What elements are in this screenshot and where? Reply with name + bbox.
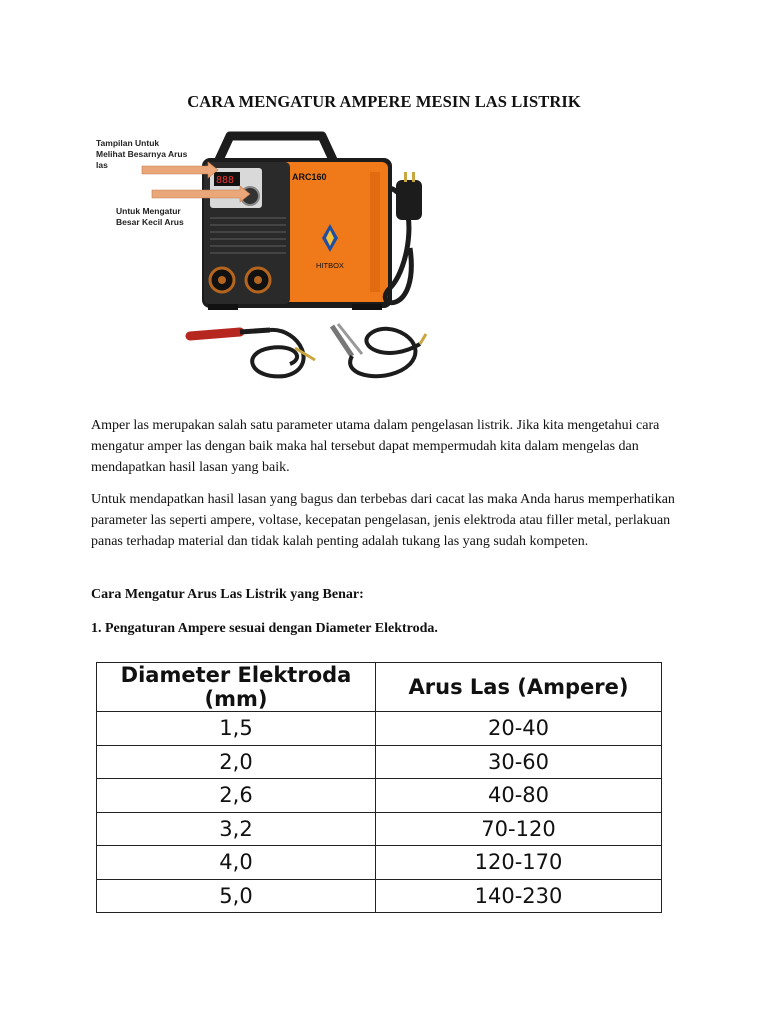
callout-knob: Untuk Mengatur Besar Kecil Arus (116, 206, 184, 227)
cell-diameter: 2,0 (97, 745, 376, 779)
cell-current: 40-80 (376, 779, 662, 813)
section-heading: Cara Mengatur Arus Las Listrik yang Benar: (91, 587, 364, 602)
header-diameter: Diameter Elektroda (mm) (97, 663, 376, 712)
table-row (97, 812, 662, 846)
welding-machine-figure (90, 128, 440, 390)
cell-current: 140-230 (376, 879, 662, 913)
brand-label: HITBOX (316, 261, 344, 270)
cell-current: 20-40 (376, 712, 662, 746)
cell-current: 70-120 (376, 812, 662, 846)
cell-diameter: 5,0 (97, 879, 376, 913)
table-row (97, 712, 662, 746)
cell-diameter: 4,0 (97, 846, 376, 880)
model-label: ARC160 (292, 172, 327, 182)
electrode-current-table (96, 662, 662, 913)
document-title: CARA MENGATUR AMPERE MESIN LAS LISTRIK (187, 92, 581, 111)
cell-diameter: 1,5 (97, 712, 376, 746)
table-row (97, 779, 662, 813)
table-row (97, 879, 662, 913)
cell-diameter: 2,6 (97, 779, 376, 813)
header-current: Arus Las (Ampere) (376, 663, 662, 712)
subheading: 1. Pengaturan Ampere sesuai dengan Diameter Elektroda. (91, 621, 438, 636)
cell-current: 120-170 (376, 846, 662, 880)
table-header-row (97, 663, 662, 712)
paragraph-1: Amper las merupakan salah satu parameter utama dalam pengelasan listrik. Jika kita mengetahui cara mengatur amper las dengan baik maka hal tersebut dapat mempermudah kita dalam mengelas dan mendapatkan hasil lasan yang baik. (91, 418, 660, 475)
callout-display: Tampilan Untuk Melihat Besarnya Arus las (96, 138, 188, 170)
table-row (97, 745, 662, 779)
table-row (97, 846, 662, 880)
cell-current: 30-60 (376, 745, 662, 779)
display-reading: 888 (216, 175, 235, 186)
paragraph-2: Untuk mendapatkan hasil lasan yang bagus dan terbebas dari cacat las maka Anda harus memperhatikan parameter las seperti ampere, voltase, kecepatan pengelasan, jenis elektroda atau filler metal, perlakuan panas terhadap material dan tidak kalah penting adalah tukang las yang sudah kompeten. (91, 492, 675, 549)
cell-diameter: 3,2 (97, 812, 376, 846)
